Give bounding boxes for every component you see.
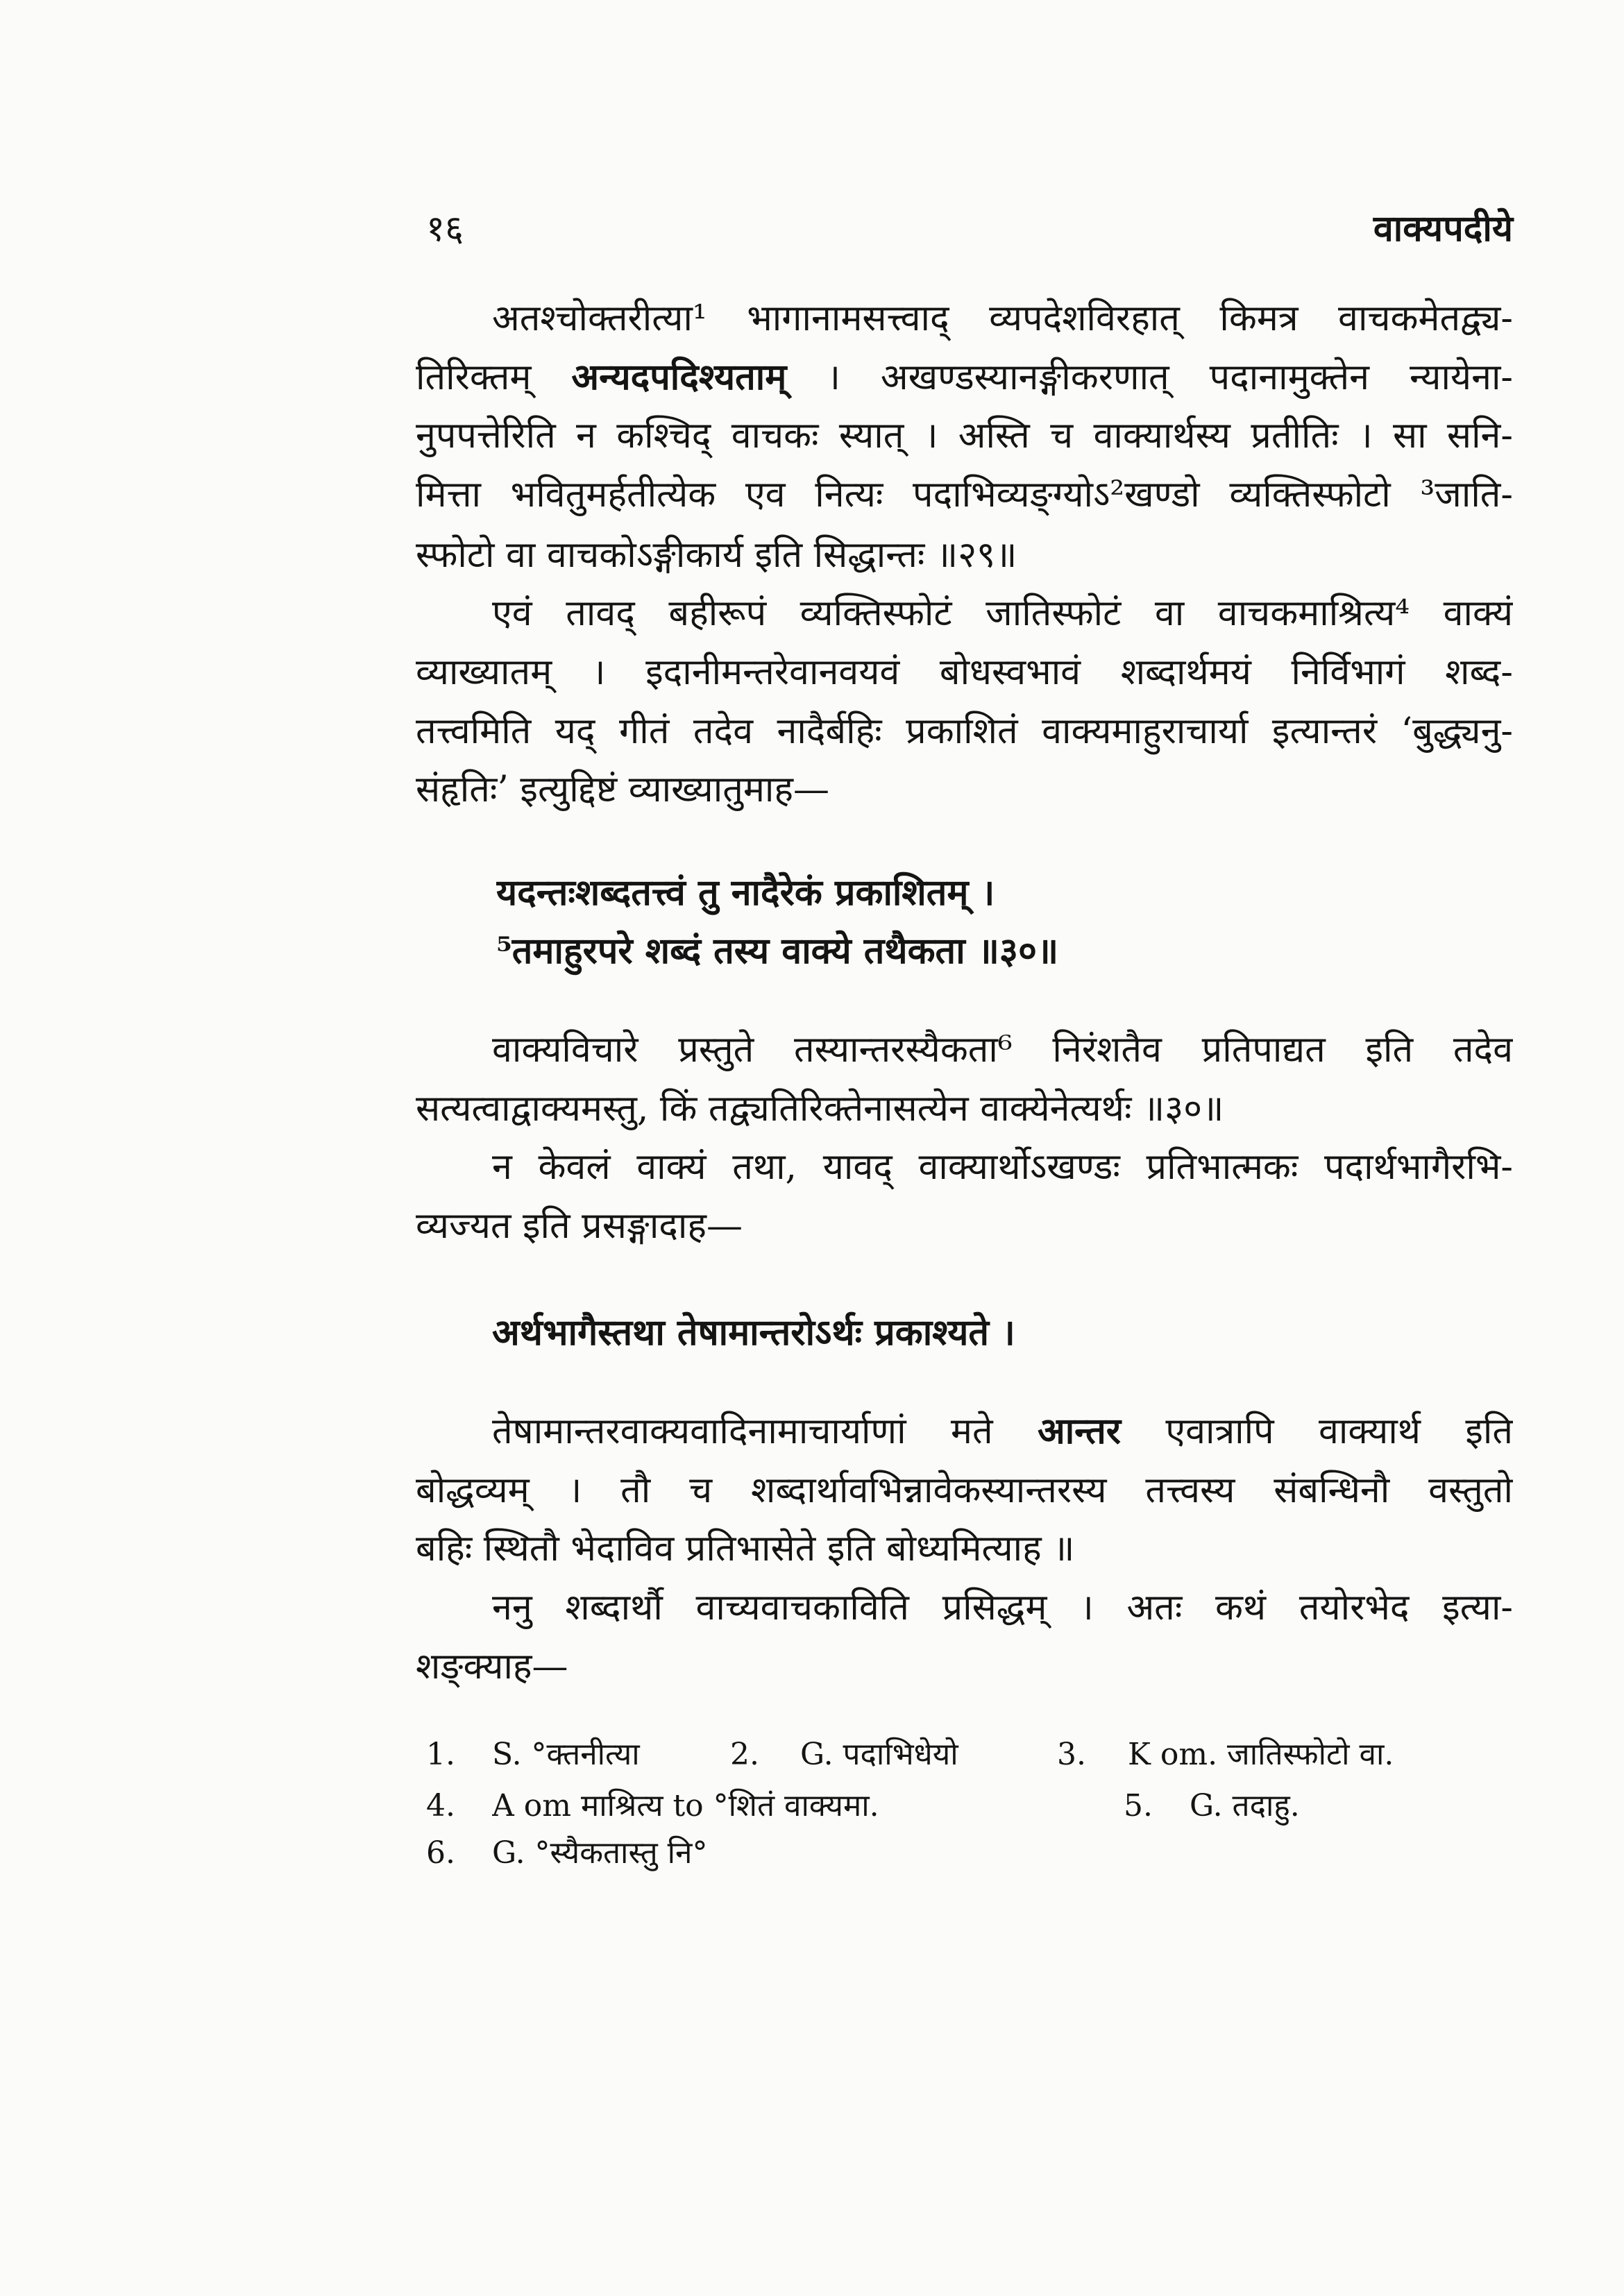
footnote-6-number: 6. [426, 1835, 455, 1871]
footnote-6-text: G. °स्यैकतास्तु नि° [492, 1835, 708, 1871]
page-number: १६ [426, 208, 464, 250]
para1-line2 [416, 350, 1513, 405]
para1-line5: स्फोटो वा वाचकोऽङ्गीकार्य इति सिद्धान्तः ॥२९॥ [416, 534, 1017, 576]
verse-30-line2: ⁵तमाहुरपरे शब्दं तस्य वाक्ये तथैकता ॥३०॥ [496, 930, 1059, 972]
para4-line5: शङ्क्याह— [416, 1646, 568, 1687]
footnote-2-text: G. पदाभिधेयो [800, 1737, 958, 1772]
para4-line3: बहिः स्थितौ भेदाविव प्रतिभासेते इति बोध्यमित्याह ॥ [416, 1528, 1075, 1570]
para3-line4: व्यज्यत इति प्रसङ्गादाह— [416, 1205, 743, 1247]
para3-line1: वाक्यविचारे प्रस्तुते तस्यान्तरस्यैकता⁶ निरंशतैव प्रतिपाद्यत इति तदेव [492, 1029, 1513, 1071]
para1-line3: नुपपत्तेरिति न कश्चिद् वाचकः स्यात् । अस्ति च वाक्यार्थस्य प्रतीतिः । सा सनि- [416, 415, 1513, 457]
para4-line4: ननु शब्दार्थौ वाच्यवाचकाविति प्रसिद्धम् । अतः कथं तयोरभेद इत्या- [492, 1587, 1513, 1629]
para4-line1 [492, 1404, 1513, 1459]
para2-line4: संहृतिः’ इत्युद्दिष्टं व्याख्यातुमाह— [416, 769, 830, 810]
para4-line2: बोद्धव्यम् । तौ च शब्दार्थावभिन्नावेकस्यान्तरस्य तत्त्वस्य संबन्धिनौ वस्तुतो [416, 1470, 1513, 1511]
footnote-1-number: 1. [426, 1737, 455, 1772]
footnote-1-text: S. °क्तनीत्या [492, 1737, 640, 1772]
para1-line4: मित्ता भवितुमर्हतीत्येक एव नित्यः पदाभिव्यङ्ग्योऽ²खण्डो व्यक्तिस्फोटो ³जाति- [416, 474, 1513, 516]
footnote-4-text: A om माश्रित्य to °शितं वाक्यमा. [492, 1788, 879, 1823]
footnote-3-number: 3. [1057, 1737, 1086, 1772]
para2-line3: तत्त्वमिति यद् गीतं तदेव नादैर्बहिः प्रकाशितं वाक्यमाहुराचार्या इत्यान्तरं ‘बुद्ध्यनु- [416, 711, 1513, 752]
footnote-2-number: 2. [730, 1737, 759, 1772]
footnote-5-text: G. तदाहु. [1190, 1788, 1300, 1823]
para3-line2: सत्यत्वाद्वाक्यमस्तु, किं तद्व्यतिरिक्तेनासत्येन वाक्येनेत्यर्थः ॥३०॥ [416, 1088, 1224, 1130]
para4-line1-text-a: तेषामान्तरवाक्यवादिनामाचार्याणां मते [492, 1411, 993, 1452]
para3-line3: न केवलं वाक्यं तथा, यावद् वाक्यार्थोऽखण्डः प्रतिभात्मकः पदार्थभागैरभि- [492, 1146, 1513, 1188]
verse-31a-line1: अर्थभागैस्तथा तेषामान्तरोऽर्थः प्रकाश्यते । [492, 1311, 1015, 1354]
footnote-5-number: 5. [1124, 1788, 1153, 1823]
para2-line1: एवं तावद् बहीरूपं व्यक्तिस्फोटं जातिस्फोटं वा वाचकमाश्रित्य⁴ वाक्यं [492, 593, 1513, 634]
verse-30-line1: यदन्तःशब्दतत्त्वं तु नादैरेकं प्रकाशितम् । [496, 871, 995, 914]
para1-line1: अतश्चोक्तरीत्या¹ भागानामसत्त्वाद् व्यपदेशविरहात् किमत्र वाचकमेतद्व्य- [492, 298, 1513, 339]
footnote-4-number: 4. [426, 1788, 455, 1823]
running-title: वाक्यपदीये [1373, 207, 1513, 250]
para4-line1-bold-term: आन्तर [1037, 1410, 1122, 1452]
footnote-3-text: K om. जातिस्फोटो वा. [1128, 1737, 1394, 1772]
para1-line2-text-a: तिरिक्तम् [416, 357, 532, 398]
para1-line2-bold-term: अन्यदपदिश्यताम् [571, 356, 787, 398]
para2-line2: व्याख्यातम् । इदानीमन्तरेवानवयवं बोधस्वभावं शब्दार्थमयं निर्विभागं शब्द- [416, 652, 1513, 693]
para4-line1-text-b: एवात्रापि वाक्यार्थ इति [1165, 1411, 1513, 1452]
para1-line2-text-b: । अखण्डस्यानङ्गीकरणात् पदानामुक्तेन न्यायेना- [827, 357, 1513, 398]
